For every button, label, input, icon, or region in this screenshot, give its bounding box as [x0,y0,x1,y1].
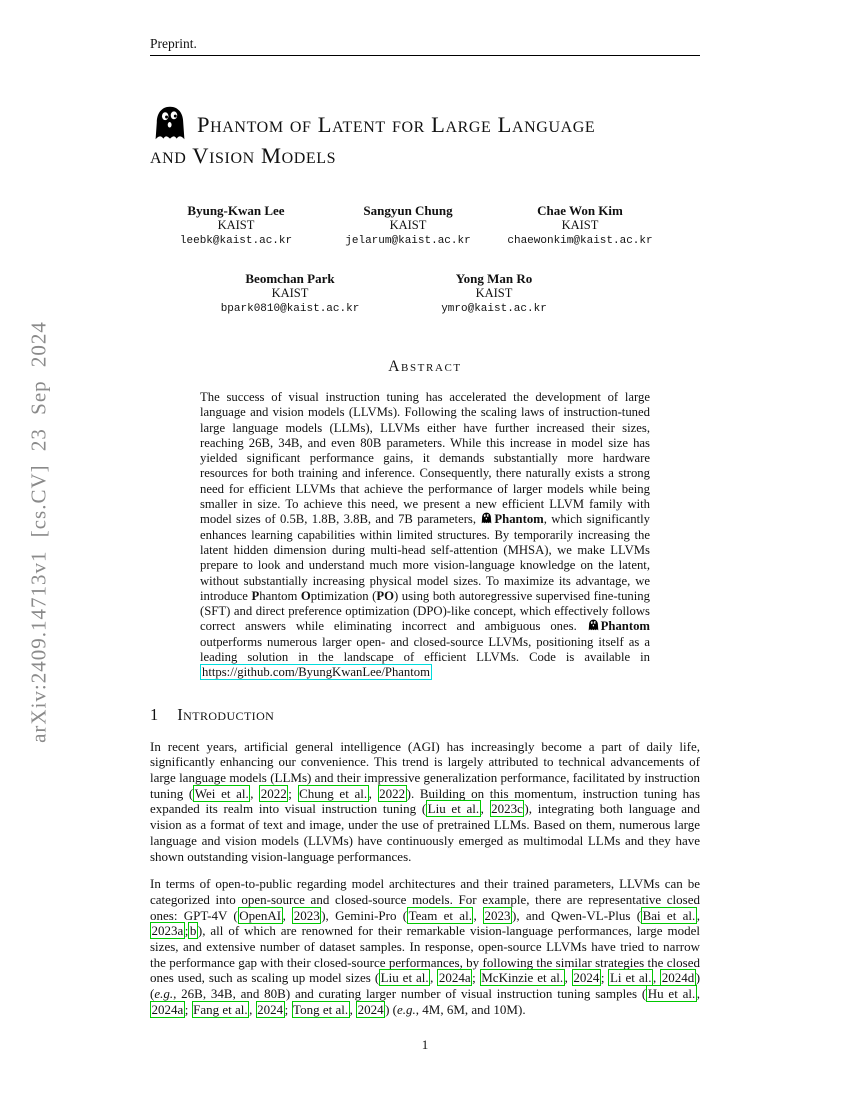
citation-link[interactable]: Tong et al. [293,1001,349,1017]
bold-text: Phantom [494,512,544,527]
citation-link[interactable]: Liu et al. [380,970,429,986]
author-name: Byung-Kwan Lee [187,203,285,218]
italic-text: e.g. [397,1001,416,1017]
arxiv-watermark: arXiv:2409.14713v1 [cs.CV] 23 Sep 2024 [26,321,51,743]
citation-link[interactable]: 2022 [379,785,406,801]
bold-text: P [251,588,260,603]
author-email: chaewonkim@kaist.ac.kr [507,235,653,247]
citation-link[interactable]: McKinzie et al. [481,970,564,986]
citation-link[interactable]: Liu et al. [427,801,480,817]
author-email: jelarum@kaist.ac.kr [345,235,471,247]
paper-title-line2: and Vision Models [150,143,337,168]
citation-link[interactable]: 2024d [661,970,695,986]
bold-text: Phantom [600,619,650,634]
bold-text: PO [376,588,394,603]
paper-title [150,105,700,171]
author-affiliation: KAIST [475,286,513,300]
author-email: bpark0810@kaist.ac.kr [220,303,360,315]
citation-link[interactable]: 2023a [151,923,184,939]
preprint-label: Preprint. [150,36,197,51]
introduction-paragraph-1: In recent years, artificial general intelligence (AGI) has increasingly become a part of daily life, significantly enhancing our convenience. This trend is largely attributed to technical advancements of large language models (LLMs) and their impressive generalization performance, facilitated by instruction tuning ( Wei et al. , 2022 ; Chung et al. , 2022 ). Building on this momentum, instruction tuning has expanded its realm into visual instruction tuning ( Liu et al. , 2023c ), integrating both language and vision as a format of text and image, under the use of pretrained LLMs. Based on them, numerous large language and vision models (LLVMs) have continuously emerged as multimodal LLMs and they have shown outstanding vision-language performances. [150,738,701,864]
author-affiliation: KAIST [271,286,309,300]
phantom-ghost-icon [587,619,600,631]
citation-link[interactable]: 2024 [357,1001,384,1017]
author-card [150,203,322,249]
abstract-heading: Abstract [388,358,462,375]
phantom-ghost-icon [480,512,493,524]
citation-link[interactable]: 2024 [257,1001,284,1017]
citation-link[interactable]: b [189,923,197,939]
section-heading-introduction [150,705,700,725]
citation-link[interactable]: Chung et al. [299,785,368,801]
citation-link[interactable]: OpenAI [239,907,282,923]
introduction-paragraph-2: In terms of open-to-public regarding model architectures and their trained parameters, LLVMs can be categorized into open-source and closed-source models. For example, there are representative closed ones: GPT-4V ( OpenAI , 2023 ), Gemini-Pro ( Team et al. , 2023 ), and Qwen-VL-Plus ( Bai et al. , 2023a ; b ), all of which are renowned for their remarkable vision-language performances, large model sizes, and extensive number of dataset samples. In response, open-source LLVMs have tried to narrow the performance gap with their closed-source performances, by following the similar strategies the closed ones used, such as scaling up model sizes ( Liu et al. , 2024a ; McKinzie et al. , 2024 ; Li et al. , 2024d ) (e.g., 26B, 34B, and 80B) and curating larger number of visual instruction tuning samples ( Hu et al. , 2024a ; Fang et al. , 2024 ; Tong et al. , 2024 ) (e.g., 4M, 6M, and 10M). [150,876,701,1017]
citation-link[interactable]: Li et al. [609,970,652,986]
author-card [408,271,580,317]
citation-link[interactable]: 2024a [438,970,471,986]
paper-title-line1: Phantom of Latent for Large Language [197,112,596,137]
author-affiliation: KAIST [217,218,255,232]
author-name: Sangyun Chung [363,203,453,218]
citation-link[interactable]: Hu et al. [647,986,696,1002]
citation-link[interactable]: 2023 [293,907,320,923]
header-divider [150,55,700,56]
author-email: leebk@kaist.ac.kr [179,235,293,247]
bold-text: O [300,588,311,603]
citation-link[interactable]: Team et al. [408,907,472,923]
section-number: 1 [150,704,159,724]
abstract-text: The success of visual instruction tuning has accelerated the development of large language and vision models (LLVMs). Following the scaling laws of instruction-tuned large language models (LLMs), LLVMs either have further increased their sizes, reaching 26B, 34B, and even 80B parameters. While this increase in model size has yielded significant performance gains, it demands substantially more hardware resources for both training and inference. Consequently, there naturally exists a strong need for efficient LLVMs that achieve the performance of larger models while being smaller in size. To achieve this need, we present a new efficient LLVM family with model sizes of 0.5B, 1.8B, 3.8B, and 7B parameters, Phantom, which significantly enhances learning capabilities within limited structures. By temporarily increasing the latent hidden dimension during multi-head self-attention (MHSA), we make LLVMs prepare to look and understand much more vision-language knowledge on the latent, without substantially increasing physical model sizes. To maximize its advantage, we introduce Phantom Optimization (PO) using both autoregressive supervised fine-tuning (SFT) and direct preference optimization (DPO)-like concept, which effectively follows correct answers while eliminating incorrect and ambiguous ones. Phantom outperforms numerous larger open- and closed-source LLVMs, positioning itself as a leading solution in the landscape of efficient LLVMs. Code is available in https://github.com/ByungKwanLee/Phantom [200,390,651,680]
author-affiliation: KAIST [389,218,427,232]
italic-text: e.g. [154,986,174,1002]
author-card [322,203,494,249]
author-email: ymro@kaist.ac.kr [441,303,547,315]
citation-link[interactable]: Wei et al. [194,785,249,801]
citation-link[interactable]: 2023c [491,801,523,817]
citation-link[interactable]: Fang et al. [193,1001,248,1017]
author-name: Yong Man Ro [455,271,533,286]
author-name: Beomchan Park [245,271,335,286]
author-block [150,203,700,317]
citation-link[interactable]: 2024a [151,1001,184,1017]
page-number: 1 [421,1037,429,1052]
citation-link[interactable]: 2024 [573,970,600,986]
author-card [204,271,376,317]
section-label: Introduction [177,704,275,724]
citation-link[interactable]: 2023 [484,907,511,923]
author-name: Chae Won Kim [537,203,623,218]
author-card [494,203,666,249]
citation-link[interactable]: Bai et al. [642,907,696,923]
phantom-ghost-icon [150,105,190,141]
citation-link[interactable]: 2022 [260,785,287,801]
author-affiliation: KAIST [561,218,599,232]
github-repo-link[interactable]: https://github.com/ByungKwanLee/Phantom [202,665,431,680]
